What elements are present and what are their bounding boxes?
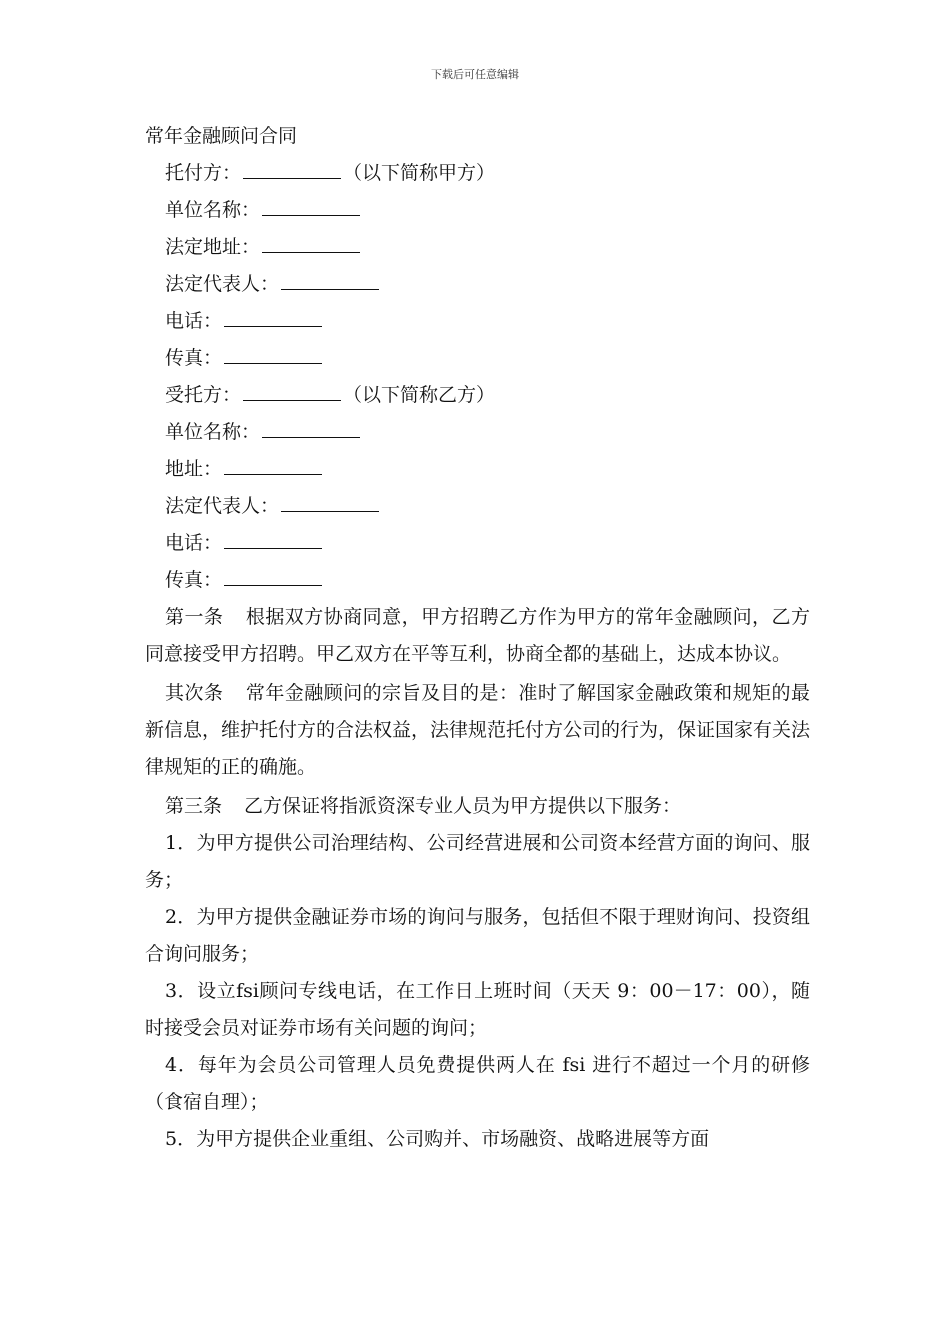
article-label: 其次条 (165, 682, 224, 704)
article-label: 第三条 (165, 795, 223, 817)
fill-blank (243, 177, 341, 179)
article-1 (145, 599, 810, 673)
article-2 (145, 675, 810, 786)
field-label: 电话： (165, 310, 223, 332)
party-a-field (145, 303, 810, 340)
fill-blank (224, 547, 322, 549)
party-a-label: 托付方： (165, 162, 242, 184)
service-item: 5．为甲方提供企业重组、公司购并、市场融资、战略进展等方面 (165, 1128, 710, 1150)
service-item: 1．为甲方提供公司治理结构、公司经营进展和公司资本经营方面的询问、服务； (145, 832, 810, 891)
party-a-field (145, 192, 810, 229)
party-a-intro (145, 155, 810, 192)
party-b-field (145, 451, 810, 488)
service-item: 2．为甲方提供金融证券市场的询问与服务，包括但不限于理财询问、投资组合询问服务； (145, 906, 810, 965)
fill-blank (262, 214, 360, 216)
fill-blank (281, 510, 379, 512)
fill-blank (281, 288, 379, 290)
document-title: 常年金融顾问合同 (145, 125, 298, 147)
page-header: 下载后可任意编辑 (431, 68, 519, 81)
party-a-suffix: （以下简称甲方） (343, 162, 496, 184)
fill-blank (224, 584, 322, 586)
party-a-field (145, 340, 810, 377)
field-label: 传真： (165, 347, 223, 369)
service-item: 3．设立fsi顾问专线电话，在工作日上班时间（天天 9：00－17：00），随时接受会员对证券市场有关问题的询问； (145, 980, 810, 1039)
field-label: 单位名称： (165, 421, 261, 443)
field-label: 电话： (165, 532, 223, 554)
field-label: 法定地址： (165, 236, 261, 258)
fill-blank (262, 251, 360, 253)
fill-blank (224, 473, 322, 475)
party-b-field (145, 562, 810, 599)
party-a-field (145, 266, 810, 303)
fill-blank (224, 325, 322, 327)
party-b-suffix: （以下简称乙方） (343, 384, 496, 406)
fill-blank (224, 362, 322, 364)
field-label: 地址： (165, 458, 223, 480)
field-label: 法定代表人： (165, 273, 280, 295)
article-label: 第一条 (165, 606, 224, 628)
fill-blank (262, 436, 360, 438)
article-3 (145, 788, 810, 825)
article-text: 根据双方协商同意，甲方招聘乙方作为甲方的常年金融顾问，乙方同意接受甲方招聘。甲乙双方在平等互利，协商全都的基础上，达成本协议。 (145, 606, 810, 665)
article-text: 乙方保证将指派资深专业人员为甲方提供以下服务： (244, 795, 682, 817)
service-item: 4．每年为会员公司管理人员免费提供两人在 fsi 进行不超过一个月的研修（食宿自理）； (145, 1054, 810, 1113)
party-b-label: 受托方： (165, 384, 242, 406)
field-label: 传真： (165, 569, 223, 591)
party-a-field (145, 229, 810, 266)
party-b-field (145, 488, 810, 525)
field-label: 单位名称： (165, 199, 261, 221)
article-text: 常年金融顾问的宗旨及目的是：准时了解国家金融政策和规矩的最新信息，维护托付方的合法权益，法律规范托付方公司的行为，保证国家有关法律规矩的正的确施。 (145, 682, 811, 778)
party-b-field (145, 414, 810, 451)
fill-blank (243, 399, 341, 401)
contract-body (145, 118, 810, 1158)
party-b-field (145, 525, 810, 562)
party-b-intro (145, 377, 810, 414)
field-label: 法定代表人： (165, 495, 280, 517)
